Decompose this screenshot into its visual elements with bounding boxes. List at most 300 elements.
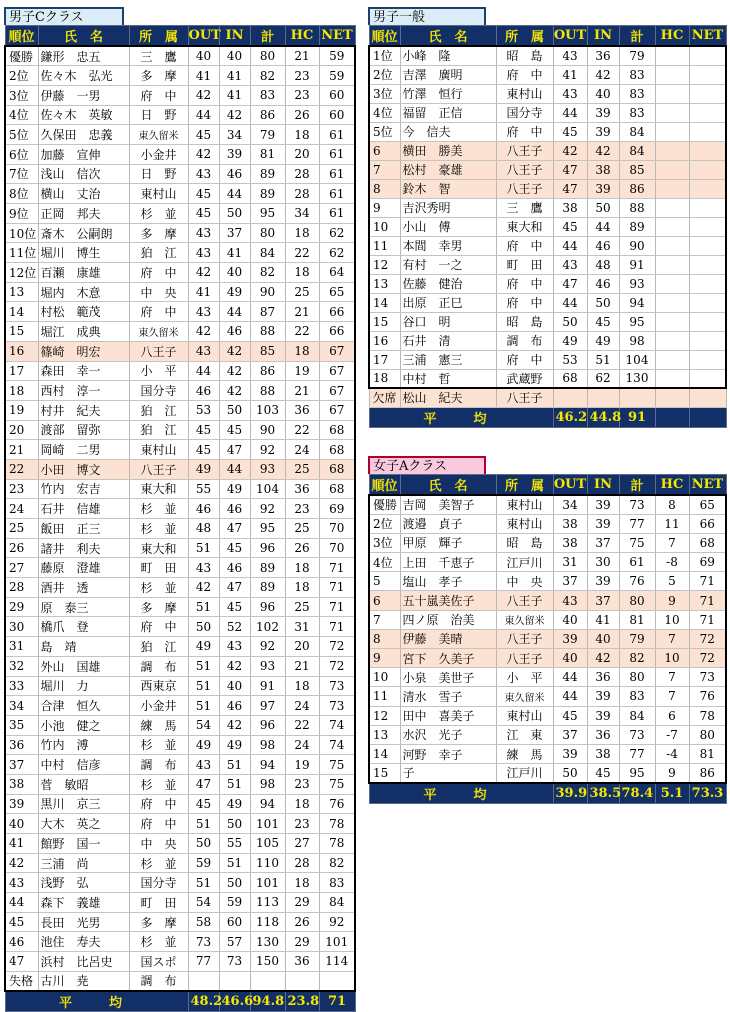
total-cell: 104: [250, 479, 285, 499]
table-row: [5, 282, 355, 302]
net-cell: 61: [319, 184, 355, 204]
table-row: [5, 538, 355, 558]
total-cell: 88: [619, 198, 655, 217]
name-cell: 三浦 憲三: [400, 350, 496, 369]
hc-cell: 24: [285, 440, 319, 460]
out-cell: 55: [188, 479, 219, 499]
name-cell: 吉澤 廣明: [400, 65, 496, 84]
total-cell: 92: [250, 499, 285, 519]
net-cell: [689, 198, 726, 217]
out-cell: 54: [188, 893, 219, 913]
in-cell: 39: [587, 495, 619, 514]
table-row: [369, 744, 726, 763]
average-row: [5, 991, 355, 1012]
rank-cell: 2位: [5, 66, 38, 86]
table-row: [5, 814, 355, 834]
rank-cell: 3位: [369, 84, 400, 103]
rank-cell: 46: [5, 932, 38, 952]
out-cell: 51: [188, 676, 219, 696]
out-cell: 47: [188, 774, 219, 794]
table-row: [369, 725, 726, 744]
hc-cell: [655, 46, 689, 65]
table-row: [369, 331, 726, 350]
in-cell: 49: [219, 735, 250, 755]
rank-cell: 32: [5, 656, 38, 676]
name-cell: 岡崎 二男: [38, 440, 129, 460]
total-cell: 87: [250, 302, 285, 322]
net-cell: 61: [319, 164, 355, 184]
rank-cell: 8: [369, 629, 400, 648]
total-cell: 94: [250, 755, 285, 775]
header-in-cell: IN: [587, 26, 619, 47]
affiliation-cell: 三 鷹: [496, 198, 553, 217]
net-cell: [689, 293, 726, 312]
hc-cell: [655, 160, 689, 179]
name-cell: 久保田 忠義: [38, 125, 129, 145]
name-cell: 堀川 博生: [38, 243, 129, 263]
out-cell: 44: [553, 687, 587, 706]
rank-cell: 5位: [5, 125, 38, 145]
empty-cell: [587, 388, 619, 407]
out-cell: 50: [188, 834, 219, 854]
total-cell: 98: [250, 735, 285, 755]
rank-cell: 43: [5, 873, 38, 893]
out-cell: 51: [188, 656, 219, 676]
name-cell: 竹澤 恒行: [400, 84, 496, 103]
total-cell: 91: [250, 676, 285, 696]
table-row: [5, 66, 355, 86]
total-cell: 73: [619, 495, 655, 514]
net-cell: 59: [319, 46, 355, 66]
men-c-title: 男子Cクラス: [4, 7, 124, 25]
rank-cell: 7: [369, 160, 400, 179]
rank-cell: 13: [5, 282, 38, 302]
affiliation-cell: 国分寺: [129, 873, 188, 893]
out-cell: 49: [188, 637, 219, 657]
affiliation-cell: 多 摩: [129, 223, 188, 243]
rank-cell: 12: [369, 706, 400, 725]
absent-row: [369, 388, 726, 407]
total-cell: 79: [619, 629, 655, 648]
table-row: [5, 558, 355, 578]
total-cell: [250, 971, 285, 991]
net-cell: 60: [319, 85, 355, 105]
table-row: [369, 255, 726, 274]
empty-cell: [655, 388, 689, 407]
table-row: [369, 369, 726, 388]
hc-cell: [655, 65, 689, 84]
name-cell: 竹内 宏吉: [38, 479, 129, 499]
total-cell: 83: [619, 103, 655, 122]
men-general-title: 男子一般: [368, 7, 486, 25]
rank-cell: 11位: [5, 243, 38, 263]
affiliation-cell: 江戸川: [496, 764, 553, 783]
rank-cell: 4位: [5, 105, 38, 125]
net-cell: [689, 179, 726, 198]
name-cell: 飯田 正三: [38, 519, 129, 539]
rank-cell: 優勝: [5, 46, 38, 66]
header-rank-cell: 順位: [5, 26, 38, 47]
average-hc: 5.1: [655, 783, 689, 804]
affiliation-cell: 府 中: [129, 814, 188, 834]
in-cell: 46: [219, 322, 250, 342]
table-row: [369, 553, 726, 572]
hc-cell: 9: [655, 764, 689, 783]
affiliation-cell: 狛 江: [129, 420, 188, 440]
in-cell: 62: [587, 369, 619, 388]
affiliation-cell: 東久留米: [496, 610, 553, 629]
table-row: [369, 160, 726, 179]
in-cell: 39: [587, 687, 619, 706]
affiliation-cell: 昭 島: [496, 46, 553, 65]
out-cell: 51: [188, 696, 219, 716]
affiliation-cell: 八王子: [496, 388, 553, 407]
affiliation-cell: 東村山: [129, 440, 188, 460]
net-cell: 86: [689, 764, 726, 783]
rank-cell: 30: [5, 617, 38, 637]
table-row: [369, 533, 726, 552]
hc-cell: -7: [655, 725, 689, 744]
in-cell: 41: [219, 66, 250, 86]
in-cell: 39: [587, 179, 619, 198]
rank-cell: 5位: [369, 122, 400, 141]
net-cell: 62: [319, 223, 355, 243]
affiliation-cell: 狛 江: [129, 400, 188, 420]
rank-cell: 4位: [369, 553, 400, 572]
net-cell: 74: [319, 715, 355, 735]
total-cell: 88: [250, 381, 285, 401]
table-row: [5, 381, 355, 401]
men-general-panel: [368, 7, 725, 428]
table-row: [369, 764, 726, 783]
total-cell: 80: [250, 223, 285, 243]
net-cell: 72: [319, 637, 355, 657]
name-cell: 斎木 公嗣朗: [38, 223, 129, 243]
table-row: [369, 687, 726, 706]
table-row: [5, 912, 355, 932]
hc-cell: [285, 971, 319, 991]
rank-cell: 17: [369, 350, 400, 369]
total-cell: 80: [619, 591, 655, 610]
rank-cell: 17: [5, 361, 38, 381]
table-row: [369, 629, 726, 648]
out-cell: 37: [553, 725, 587, 744]
net-cell: 72: [689, 649, 726, 668]
header-row: [369, 475, 726, 496]
net-cell: 71: [319, 558, 355, 578]
hc-cell: 36: [285, 479, 319, 499]
affiliation-cell: 八王子: [496, 160, 553, 179]
name-cell: 三浦 尚: [38, 853, 129, 873]
rank-cell: 3位: [369, 533, 400, 552]
out-cell: 44: [553, 668, 587, 687]
table-row: [5, 85, 355, 105]
total-cell: 81: [619, 610, 655, 629]
header-total-cell: 計: [619, 475, 655, 496]
net-cell: 66: [689, 514, 726, 533]
out-cell: 49: [188, 459, 219, 479]
affiliation-cell: 八王子: [129, 459, 188, 479]
rank-cell: 16: [5, 341, 38, 361]
name-cell: 松山 紀夫: [400, 388, 496, 407]
in-cell: 55: [219, 834, 250, 854]
out-cell: 46: [188, 381, 219, 401]
table-row: [5, 637, 355, 657]
hc-cell: 22: [285, 420, 319, 440]
table-row: [5, 361, 355, 381]
empty-cell: [689, 388, 726, 407]
hc-cell: [655, 312, 689, 331]
table-row: [5, 125, 355, 145]
average-net: [689, 407, 726, 427]
name-cell: 堀江 成典: [38, 322, 129, 342]
name-cell: 塩山 孝子: [400, 572, 496, 591]
name-cell: 百瀬 康雄: [38, 263, 129, 283]
out-cell: 59: [188, 853, 219, 873]
affiliation-cell: 府 中: [496, 293, 553, 312]
men-c-table: [4, 25, 356, 1012]
rank-cell: 16: [369, 331, 400, 350]
name-cell: 福留 正信: [400, 103, 496, 122]
in-cell: 39: [587, 572, 619, 591]
hc-cell: [655, 274, 689, 293]
out-cell: 40: [188, 46, 219, 66]
out-cell: 50: [553, 312, 587, 331]
rank-cell: 欠席: [369, 388, 400, 407]
name-cell: 吉岡 美智子: [400, 495, 496, 514]
table-row: [369, 495, 726, 514]
out-cell: 45: [188, 204, 219, 224]
hc-cell: 25: [285, 597, 319, 617]
table-row: [5, 834, 355, 854]
table-row: [369, 65, 726, 84]
in-cell: 50: [219, 400, 250, 420]
hc-cell: 19: [285, 755, 319, 775]
hc-cell: 21: [285, 656, 319, 676]
hc-cell: 18: [285, 558, 319, 578]
table-row: [5, 696, 355, 716]
in-cell: 46: [219, 499, 250, 519]
net-cell: 65: [689, 495, 726, 514]
table-row: [5, 971, 355, 991]
hc-cell: [655, 103, 689, 122]
hc-cell: 23: [285, 66, 319, 86]
total-cell: 79: [250, 125, 285, 145]
hc-cell: 18: [285, 873, 319, 893]
table-row: [5, 893, 355, 913]
name-cell: 今 信夫: [400, 122, 496, 141]
total-cell: 75: [619, 533, 655, 552]
net-cell: 60: [319, 105, 355, 125]
out-cell: 44: [553, 103, 587, 122]
in-cell: 52: [219, 617, 250, 637]
net-cell: [689, 274, 726, 293]
out-cell: 47: [553, 160, 587, 179]
in-cell: 46: [587, 236, 619, 255]
out-cell: 45: [553, 706, 587, 725]
average-total: 91: [619, 407, 655, 427]
net-cell: 83: [319, 873, 355, 893]
hc-cell: 36: [285, 400, 319, 420]
name-cell: 酒井 透: [38, 578, 129, 598]
affiliation-cell: 東村山: [496, 84, 553, 103]
name-cell: 佐々木 英敏: [38, 105, 129, 125]
total-cell: 82: [250, 263, 285, 283]
total-cell: 130: [250, 932, 285, 952]
affiliation-cell: 中 央: [496, 572, 553, 591]
total-cell: 95: [619, 764, 655, 783]
net-cell: [689, 122, 726, 141]
total-cell: 90: [619, 236, 655, 255]
out-cell: 51: [188, 538, 219, 558]
header-net-cell: NET: [319, 26, 355, 47]
affiliation-cell: 小金井: [129, 696, 188, 716]
net-cell: 67: [319, 400, 355, 420]
table-row: [5, 932, 355, 952]
net-cell: 62: [319, 243, 355, 263]
net-cell: 68: [689, 533, 726, 552]
average-total: 78.4: [619, 783, 655, 804]
affiliation-cell: 東村山: [496, 495, 553, 514]
table-row: [369, 274, 726, 293]
rank-cell: 14: [369, 293, 400, 312]
net-cell: 72: [319, 656, 355, 676]
out-cell: 45: [188, 125, 219, 145]
net-cell: 114: [319, 952, 355, 972]
out-cell: 51: [188, 597, 219, 617]
in-cell: 50: [219, 873, 250, 893]
hc-cell: 26: [285, 912, 319, 932]
rank-cell: 8: [369, 179, 400, 198]
net-cell: 68: [319, 479, 355, 499]
out-cell: 38: [553, 533, 587, 552]
net-cell: 76: [689, 687, 726, 706]
women-a-table: [368, 474, 727, 804]
hc-cell: 7: [655, 629, 689, 648]
name-cell: 浅山 信次: [38, 164, 129, 184]
table-row: [369, 236, 726, 255]
out-cell: 45: [553, 122, 587, 141]
table-row: [5, 322, 355, 342]
hc-cell: 11: [655, 514, 689, 533]
total-cell: 104: [619, 350, 655, 369]
affiliation-cell: 府 中: [129, 263, 188, 283]
average-hc: 23.8: [285, 991, 319, 1012]
name-cell: 中村 哲: [400, 369, 496, 388]
name-cell: 鎌形 忠五: [38, 46, 129, 66]
net-cell: 92: [319, 912, 355, 932]
hc-cell: 7: [655, 533, 689, 552]
name-cell: 村松 範茂: [38, 302, 129, 322]
name-cell: 有村 一之: [400, 255, 496, 274]
out-cell: 40: [553, 649, 587, 668]
out-cell: 77: [188, 952, 219, 972]
net-cell: 71: [689, 591, 726, 610]
table-row: [369, 312, 726, 331]
table-row: [369, 103, 726, 122]
hc-cell: 24: [285, 696, 319, 716]
net-cell: [689, 350, 726, 369]
rank-cell: 34: [5, 696, 38, 716]
hc-cell: [655, 84, 689, 103]
rank-cell: 10: [369, 217, 400, 236]
name-cell: 館野 国一: [38, 834, 129, 854]
in-cell: 49: [587, 331, 619, 350]
table-row: [5, 794, 355, 814]
name-cell: 合津 恒久: [38, 696, 129, 716]
hc-cell: 18: [285, 223, 319, 243]
out-cell: 45: [188, 420, 219, 440]
out-cell: 44: [553, 293, 587, 312]
out-cell: 53: [188, 400, 219, 420]
rank-cell: 6: [369, 141, 400, 160]
total-cell: 93: [619, 274, 655, 293]
rank-cell: 2位: [369, 514, 400, 533]
name-cell: 外山 国雄: [38, 656, 129, 676]
out-cell: 68: [553, 369, 587, 388]
affiliation-cell: 東大和: [129, 479, 188, 499]
net-cell: 82: [319, 853, 355, 873]
affiliation-cell: 日 野: [129, 105, 188, 125]
out-cell: 46: [188, 499, 219, 519]
hc-cell: 23: [285, 85, 319, 105]
affiliation-cell: 八王子: [496, 179, 553, 198]
table-row: [5, 873, 355, 893]
affiliation-cell: 多 摩: [129, 912, 188, 932]
name-cell: 上田 千恵子: [400, 553, 496, 572]
header-net-cell: NET: [689, 26, 726, 47]
in-cell: 49: [219, 479, 250, 499]
out-cell: 40: [553, 610, 587, 629]
rank-cell: 20: [5, 420, 38, 440]
women-a-panel: [368, 456, 725, 804]
in-cell: 37: [587, 591, 619, 610]
net-cell: 69: [689, 553, 726, 572]
rank-cell: 39: [5, 794, 38, 814]
total-cell: 83: [619, 84, 655, 103]
total-cell: 92: [250, 440, 285, 460]
header-name-cell: 氏 名: [38, 26, 129, 47]
out-cell: 39: [553, 744, 587, 763]
name-cell: 浅野 弘: [38, 873, 129, 893]
average-label: 平 均: [5, 991, 188, 1012]
table-row: [369, 572, 726, 591]
net-cell: [689, 217, 726, 236]
out-cell: 45: [188, 440, 219, 460]
total-cell: 96: [250, 597, 285, 617]
in-cell: 43: [219, 637, 250, 657]
hc-cell: [655, 350, 689, 369]
rank-cell: 31: [5, 637, 38, 657]
in-cell: 38: [587, 744, 619, 763]
affiliation-cell: 小 平: [129, 361, 188, 381]
hc-cell: 22: [285, 715, 319, 735]
name-cell: 石井 清: [400, 331, 496, 350]
in-cell: 73: [219, 952, 250, 972]
average-total: 94.8: [250, 991, 285, 1012]
affiliation-cell: 国分寺: [129, 381, 188, 401]
total-cell: 113: [250, 893, 285, 913]
hc-cell: [655, 255, 689, 274]
rank-cell: 29: [5, 597, 38, 617]
affiliation-cell: 三 鷹: [129, 46, 188, 66]
total-cell: 94: [250, 794, 285, 814]
in-cell: 42: [219, 361, 250, 381]
out-cell: 41: [553, 65, 587, 84]
table-row: [5, 105, 355, 125]
affiliation-cell: 多 摩: [129, 66, 188, 86]
average-out: 48.2: [188, 991, 219, 1012]
